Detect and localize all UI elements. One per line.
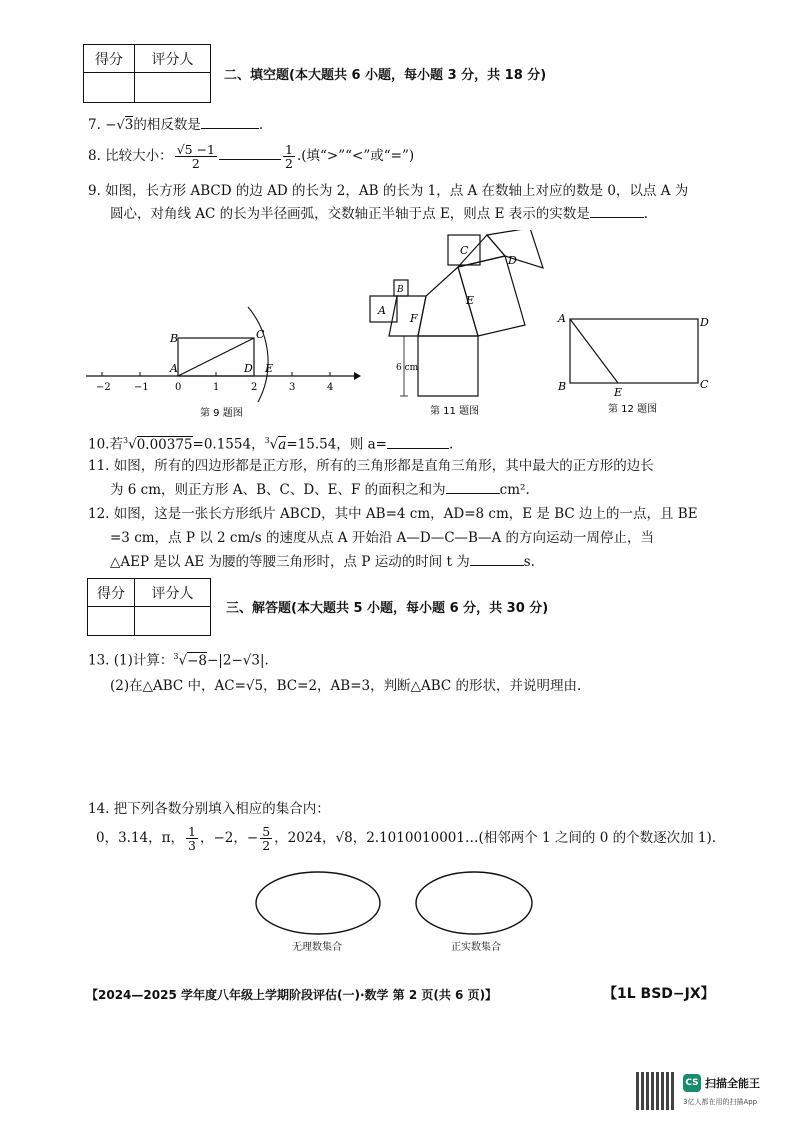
- tick-label: 0: [175, 382, 182, 393]
- svg-text:E: E: [614, 386, 623, 399]
- svg-text:B: B: [558, 380, 567, 393]
- tick-label: 3: [289, 382, 296, 393]
- tick-label: −1: [134, 382, 149, 393]
- question-11-line2: 为 6 cm，则正方形 A、B、C、D、E、F 的面积之和为 cm².: [110, 482, 530, 498]
- svg-text:E: E: [265, 362, 274, 375]
- svg-text:C: C: [256, 328, 265, 341]
- tick-label: 1: [213, 382, 220, 393]
- svg-text:C: C: [460, 244, 469, 257]
- figure-11: [360, 230, 555, 420]
- svg-text:D: D: [700, 316, 709, 329]
- question-12-line3: △AEP 是以 AE 为腰的等腰三角形时，点 P 运动的时间 t 为 s.: [110, 554, 535, 570]
- svg-text:C: C: [700, 378, 709, 391]
- score-label: 得分: [88, 579, 135, 607]
- score-cell[interactable]: [84, 73, 135, 103]
- qr-code-icon: [636, 1072, 674, 1110]
- svg-text:B: B: [170, 332, 179, 345]
- irrational-set-ellipse[interactable]: [256, 872, 380, 934]
- footer-right: 【1L BSD−JX】: [603, 986, 715, 1002]
- question-14-numbers: 0，3.14，π， $\frac{1}{3}$ ，−2，− $\frac{5}{2}$ ，2024，√8，2.1010010001…(相邻两个 1 之间的 0 的个数逐次加 1).: [96, 824, 717, 853]
- score-table-2: [87, 578, 211, 636]
- figure-9: [82, 292, 362, 420]
- score-label: 得分: [84, 45, 135, 73]
- watermark-sub: 3亿人都在用的扫描App: [683, 1098, 758, 1106]
- tick-label: 4: [327, 382, 334, 393]
- svg-text:B: B: [397, 285, 404, 295]
- question-7: 7. −√3的相反数是 .: [88, 117, 264, 133]
- question-10: 10.若$^3$√0.00375=0.1554，$^3$√a=15.54，则 a= .: [88, 436, 454, 453]
- svg-text:D: D: [244, 362, 253, 375]
- camscanner-logo-icon: CS: [683, 1074, 701, 1092]
- question-12-line2: =3 cm，点 P 以 2 cm/s 的速度从点 A 开始沿 A—D—C—B—A 的方向运动一周停止，当: [110, 530, 655, 546]
- figure-11-caption: 第 11 题图: [430, 406, 480, 417]
- answer-blank-10[interactable]: [387, 436, 449, 449]
- answer-blank-9[interactable]: [590, 205, 644, 218]
- svg-text:E: E: [466, 294, 475, 307]
- svg-text:A: A: [170, 362, 178, 375]
- answer-blank-11[interactable]: [446, 481, 500, 494]
- rectangle-abcd: [570, 319, 698, 383]
- dimension-label: 6 cm: [396, 363, 419, 373]
- segment-ae: [570, 319, 618, 383]
- question-14-line1: 14. 把下列各数分别填入相应的集合内：: [88, 801, 330, 817]
- svg-text:A: A: [378, 304, 386, 317]
- irrational-set-label: 无理数集合: [292, 942, 342, 953]
- question-9-line2: 圆心，对角线 AC 的长为半径画弧，交数轴正半轴于点 E，则点 E 表示的实数是 .: [110, 206, 649, 222]
- svg-text:D: D: [508, 254, 517, 267]
- question-12-line1: 12. 如图，这是一张长方形纸片 ABCD，其中 AB=4 cm，AD=8 cm，E 是 BC 边上的一点，且 BE: [88, 506, 698, 522]
- grader-label: 评分人: [135, 45, 211, 73]
- figure-12: [556, 310, 716, 420]
- figure-9-caption: 第 9 题图: [200, 408, 243, 419]
- question-13-part2: (2)在△ABC 中，AC=√5，BC=2，AB=3，判断△ABC 的形状，并说明理由.: [110, 678, 582, 694]
- score-cell[interactable]: [88, 607, 135, 636]
- answer-blank-8[interactable]: [219, 147, 281, 160]
- footer-left: 【2024—2025 学年度八年级上学期阶段评估(一)·数学 第 2 页(共 6 页)】: [86, 988, 498, 1002]
- positive-real-set-label: 正实数集合: [451, 942, 501, 953]
- tick-label: 2: [251, 382, 258, 393]
- sets-figure: [255, 868, 535, 940]
- section2-title: 二、填空题(本大题共 6 小题，每小题 3 分，共 18 分): [224, 68, 547, 83]
- section3-title: 三、解答题(本大题共 5 小题，每小题 6 分，共 30 分): [226, 601, 549, 616]
- answer-blank-7[interactable]: [201, 116, 259, 129]
- tick-label: −2: [96, 382, 111, 393]
- diagonal-ac: [178, 338, 254, 376]
- figure-12-caption: 第 12 题图: [608, 404, 658, 415]
- positive-real-set-ellipse[interactable]: [416, 872, 532, 934]
- grader-cell[interactable]: [135, 607, 211, 636]
- question-9-line1: 9. 如图，长方形 ABCD 的边 AD 的长为 2，AB 的长为 1，点 A 在数轴上对应的数是 0，以点 A 为: [88, 183, 689, 199]
- question-11-line1: 11. 如图，所有的四边形都是正方形，所有的三角形都是直角三角形，其中最大的正方形的边长: [88, 458, 654, 474]
- watermark-brand: 扫描全能王: [705, 1077, 760, 1090]
- svg-text:F: F: [410, 312, 418, 325]
- question-8: 8. 比较大小： $\frac{√5 -1}{2}$ $\frac{1}{2}$ .(填“>”“<”或“=”): [88, 142, 415, 171]
- question-13-part1: 13. (1)计算：$^3$√−8−|2−√3|.: [88, 652, 269, 669]
- svg-text:A: A: [558, 312, 566, 325]
- grader-cell[interactable]: [135, 73, 211, 103]
- number-line-ticks: [102, 372, 330, 376]
- score-table-1: [83, 44, 211, 103]
- answer-blank-12[interactable]: [470, 553, 524, 566]
- grader-label: 评分人: [135, 579, 211, 607]
